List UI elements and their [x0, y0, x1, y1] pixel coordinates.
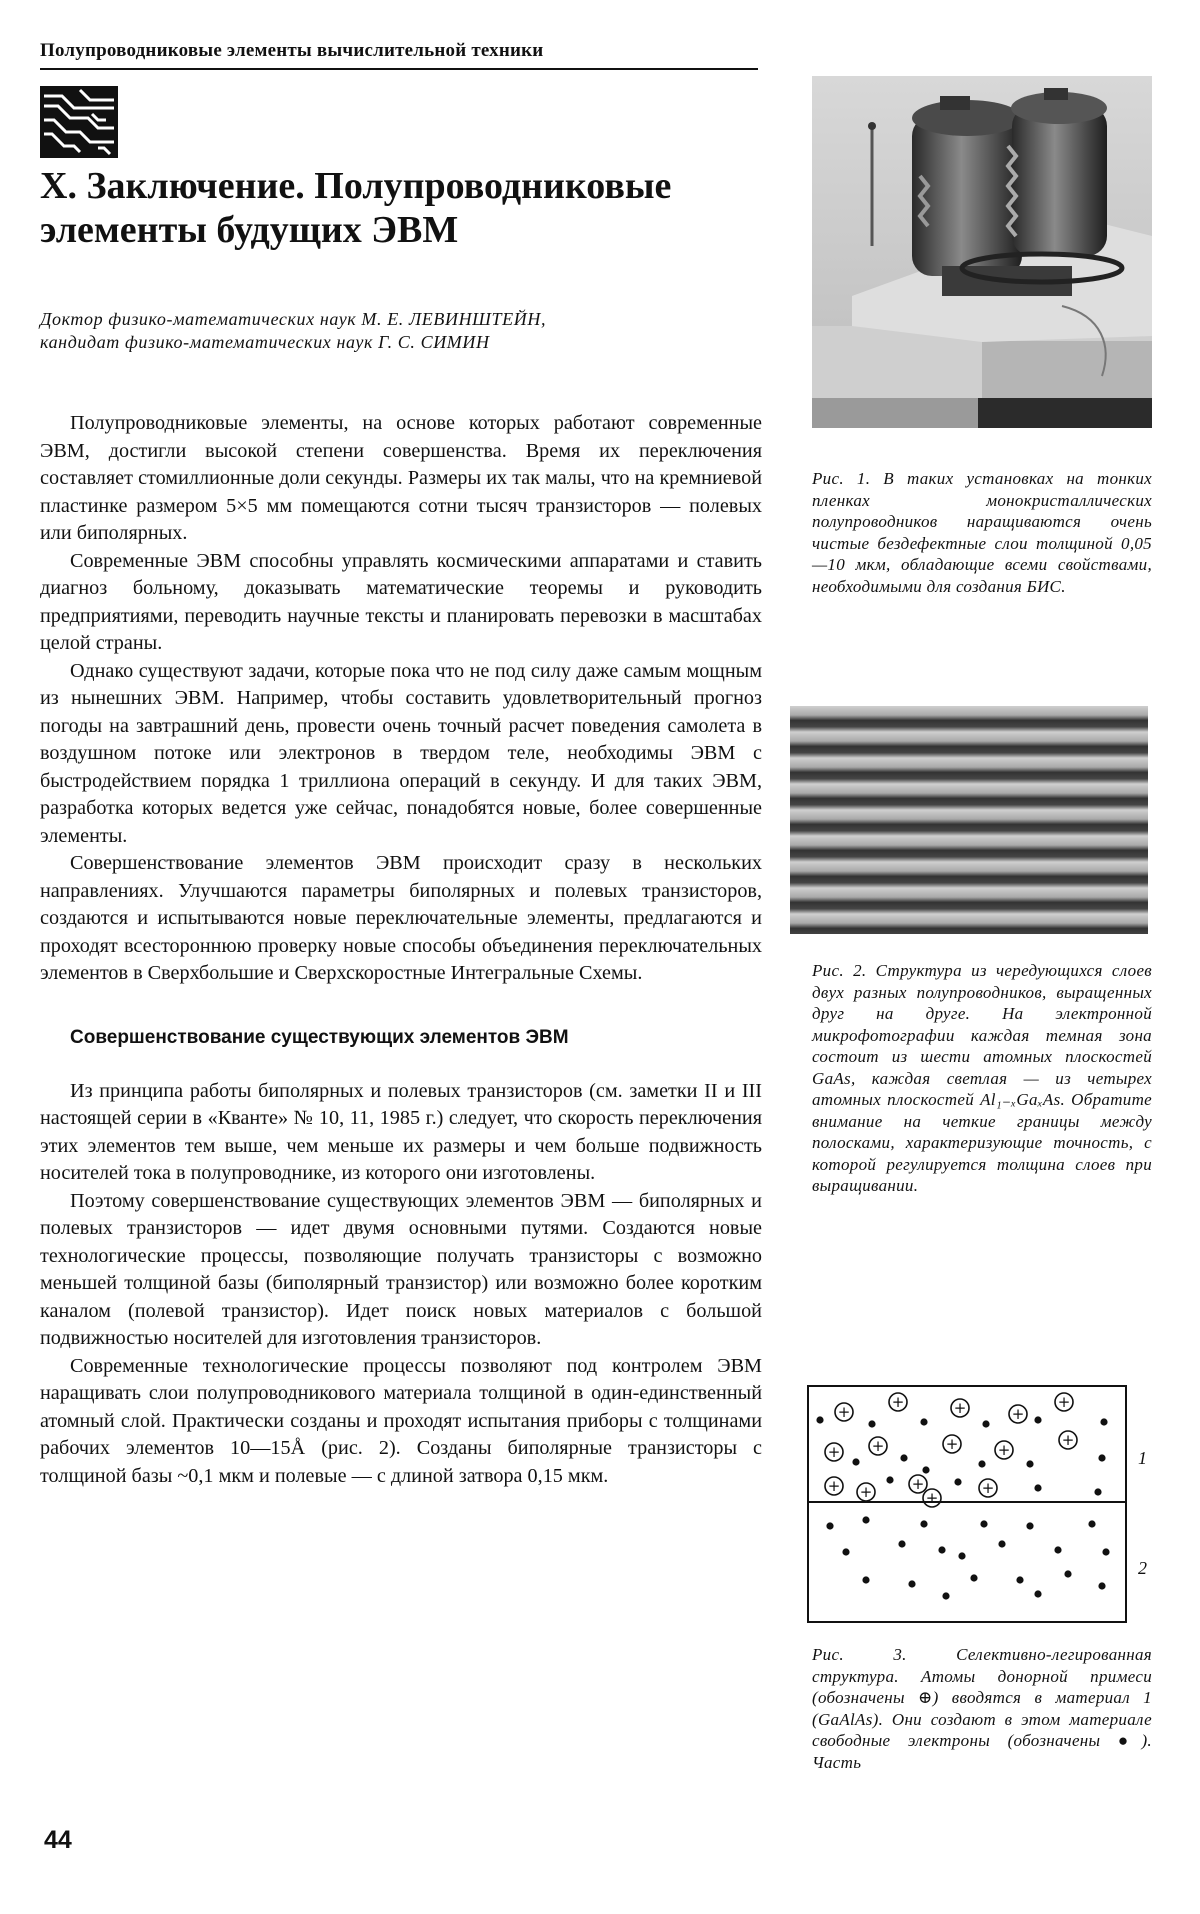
svg-text:+: + — [953, 1399, 967, 1417]
electron-dot-icon — [1034, 1416, 1041, 1423]
article-body — [40, 410, 762, 1490]
electron-dot-icon — [1100, 1418, 1107, 1425]
electron-dot-icon — [898, 1540, 905, 1547]
svg-text:+: + — [827, 1443, 841, 1461]
electron-dot-icon — [816, 1416, 823, 1423]
authors-block — [40, 308, 760, 354]
electron-dot-icon — [886, 1476, 893, 1483]
electron-dot-icon — [1034, 1484, 1041, 1491]
electron-dot-icon — [978, 1460, 985, 1467]
paragraph: Из принципа работы биполярных и полевых транзисторов (см. заметки II и III настоящей серии в «Кванте» № 10, 11, 1985 г.) следует, что скорость переключения этих элементов тем выше, чем меньше их размеры и чем больше подвижность носителей тока в полупроводнике, из которого они изготовлены. — [40, 1079, 762, 1184]
electron-dot-icon — [862, 1576, 869, 1583]
electron-dot-icon — [826, 1522, 833, 1529]
electron-dot-icon — [998, 1540, 1005, 1547]
figure-3-caption: Рис. 3. Селективно-легированная структура. Атомы донорной примеси (обозначены ⊕) вводятся в материал 1 (GaAlAs). Они создают в этом материале свободные электроны (обозначены ●). Часть — [812, 1645, 1152, 1772]
electron-dot-icon — [1094, 1488, 1101, 1495]
electron-dot-icon — [942, 1592, 949, 1599]
article-title — [40, 164, 760, 252]
svg-text:+: + — [1011, 1405, 1025, 1423]
electron-dot-icon — [1026, 1460, 1033, 1467]
electron-dot-icon — [958, 1552, 965, 1559]
page-number: 44 — [44, 1826, 72, 1854]
electron-dot-icon — [862, 1516, 869, 1523]
electron-dot-icon — [1064, 1570, 1071, 1577]
authors-line-1: Доктор физико-математических наук М. Е. ЛЕВИНШТЕЙН, — [40, 309, 547, 329]
electron-dot-icon — [920, 1418, 927, 1425]
paragraph: Современные ЭВМ способны управлять космическими аппаратами и ставить диагноз больному, доказывать математические теоремы и руководить предприятиями, переводить научные тексты и планировать перевозки в масштабах целой страны. — [40, 549, 762, 654]
figure-2-caption: Рис. 2. Структура из чередующихся слоев двух разных полупроводников, выращенных друг на друге. На электронной микрофотографии каждая темная зона состоит из шести атомных плоскостей GaAs, каждая светлая — из четырех атомных плоскостей Al₁₋ₓGaₓAs. Обратите внимание на четкие границы между полосками, характеризующие точность, с которой регулируется толщина слоев при выращивании. — [812, 961, 1152, 1195]
paragraph: Поэтому совершенствование существующих элементов ЭВМ — биполярных и полевых транзисторов — идет двумя основными путями. Создаются новые технологические процессы, позволяющие получать транзисторы с возможно меньшей толщиной базы (биполярный транзистор) или возможно более коротким каналом (полевой транзистор). Идет поиск новых материалов с большой подвижностью носителей для изготовления транзисторов. — [40, 1189, 762, 1349]
svg-text:+: + — [837, 1403, 851, 1421]
electron-dot-icon — [852, 1458, 859, 1465]
electron-dot-icon — [1098, 1454, 1105, 1461]
svg-text:+: + — [1057, 1393, 1071, 1411]
svg-text:+: + — [871, 1437, 885, 1455]
svg-text:+: + — [859, 1483, 873, 1501]
running-header: Полупроводниковые элементы вычислительной техники — [40, 40, 758, 70]
layer-1-label: 1 — [1138, 1448, 1147, 1468]
electron-dot-icon — [1034, 1590, 1041, 1597]
authors-line-2: кандидат физико-математических наук Г. С. СИМИН — [40, 332, 490, 352]
svg-text:+: + — [981, 1479, 995, 1497]
electron-dot-icon — [980, 1520, 987, 1527]
electron-dot-icon — [1016, 1576, 1023, 1583]
paragraph: Полупроводниковые элементы, на основе которых работают современные ЭВМ, достигли высокой степени совершенства. Время их переключения составляет стомиллионные доли секунды. Размеры их так малы, что на кремниевой пластинке размером 5×5 мм помещаются сотни тысяч транзисторов — полевых или биполярных. — [40, 412, 762, 544]
svg-text:+: + — [997, 1441, 1011, 1459]
figure-3-diagram — [806, 1384, 1152, 1624]
paragraph: Современные технологические процессы позволяют под контролем ЭВМ наращивать слои полупроводникового материала толщиной в один-единственный атомный слой. Практически созданы и проходят испытания приборы с толщинами рабочих элементов 10—15Å (рис. 2). Созданы биполярные транзисторы с толщиной базы ~0,1 мкм и полевые — с длиной затвора 0,15 мкм. — [40, 1354, 762, 1487]
electron-dot-icon — [1054, 1546, 1061, 1553]
layer-2-label: 2 — [1138, 1558, 1147, 1578]
title-line-1: X. Заключение. Полупроводниковые — [40, 165, 672, 207]
electron-dot-icon — [842, 1548, 849, 1555]
svg-text:+: + — [1061, 1431, 1075, 1449]
svg-text:+: + — [945, 1435, 959, 1453]
svg-text:+: + — [925, 1489, 939, 1507]
electron-dot-icon — [1026, 1522, 1033, 1529]
electron-dot-icon — [1088, 1520, 1095, 1527]
paragraph: Однако существуют задачи, которые пока что не под силу даже самым мощным из нынешних ЭВМ. Например, чтобы составить удовлетворительный прогноз погоды на завтрашний день, провести очень точный расчет поведения самолета в воздушном потоке или электронов в твердом теле, необходимы ЭВМ с быстродействием порядка 1 триллиона операций в секунду. И для таких ЭВМ, разработка которых ведется уже сейчас, понадобятся новые, более совершенные элементы. — [40, 659, 762, 847]
svg-text:+: + — [827, 1477, 841, 1495]
electron-dot-icon — [970, 1574, 977, 1581]
figure-1-photo — [812, 76, 1152, 428]
electron-dot-icon — [868, 1420, 875, 1427]
electron-dot-icon — [938, 1546, 945, 1553]
electron-dot-icon — [1102, 1548, 1109, 1555]
svg-text:+: + — [891, 1393, 905, 1411]
electron-dot-icon — [900, 1454, 907, 1461]
title-line-2: элементы будущих ЭВМ — [40, 209, 459, 251]
figure-1-caption: Рис. 1. В таких установках на тонких пленках монокристаллических полупроводников наращиваются очень чистые бездефектные слои толщиной 0,05—10 мкм, обладающие всеми свойствами, необходимыми для создания БИС. — [812, 469, 1152, 596]
circuit-ornament-icon — [40, 86, 118, 158]
electron-dot-icon — [954, 1478, 961, 1485]
electron-dot-icon — [908, 1580, 915, 1587]
svg-text:+: + — [911, 1475, 925, 1493]
section-heading: Совершенствование существующих элементов ЭВМ — [70, 1026, 569, 1048]
paragraph: Совершенствование элементов ЭВМ происходит сразу в нескольких направлениях. Улучшаются параметры биполярных и полевых транзисторов, создаются и испытываются новые переключательные элементы, предлагаются и проходят всестороннюю проверку новые способы объединения переключательных элементов в Сверхбольшие и Сверхскоростные Интегральные Схемы. — [40, 852, 762, 984]
electron-dot-icon — [922, 1466, 929, 1473]
electron-dot-icon — [1098, 1582, 1105, 1589]
figure-2-micrograph — [790, 706, 1148, 934]
electron-dot-icon — [920, 1520, 927, 1527]
electron-dot-icon — [982, 1420, 989, 1427]
